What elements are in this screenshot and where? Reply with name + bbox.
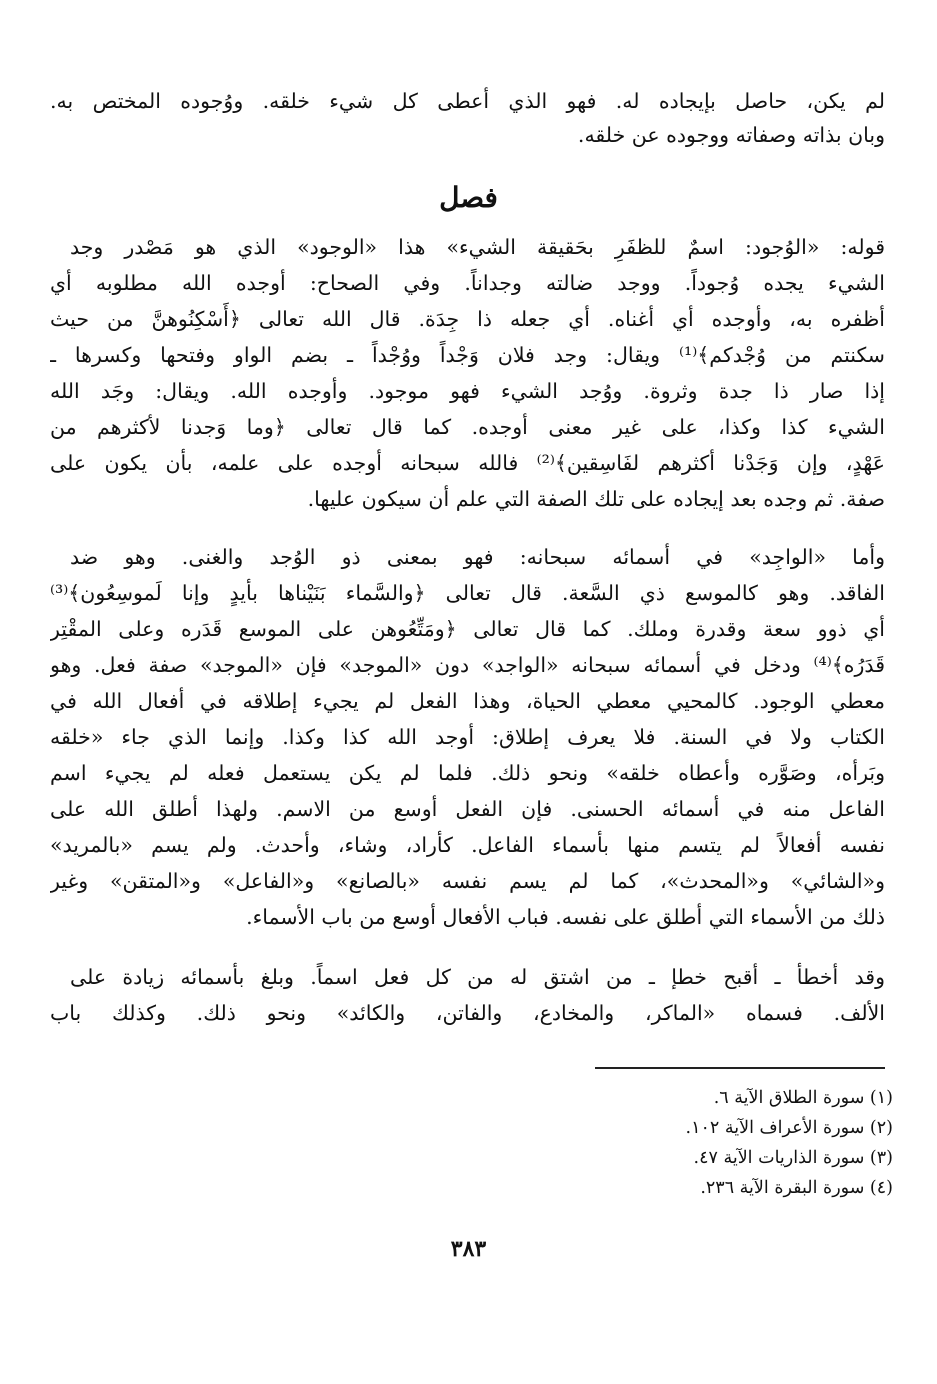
paragraph-line: معطي الوجود. كالمحيي معطي الحياة، وهذا الفعل لم يجيء إطلاقه في أفعال الله في — [50, 689, 885, 713]
footnote: (٤) سورة البقرة الآية ٢٣٦. — [700, 1178, 893, 1198]
paragraph-line: عَهْدٍ، وإن وَجَدْنا أكثرهم لفَاسِقين﴾⁽²⁾ فالله سبحانه أوجده على علمه، بأن يكون على — [50, 451, 885, 475]
footnote-separator — [595, 1067, 885, 1069]
paragraph-line: صفة. ثم وجده بعد إيجاده على تلك الصفة التي علم أن سيكون عليها. — [307, 487, 885, 511]
paragraph-line: أي ذوو سعة وقدرة وملك. كما قال تعالى ﴿ومَتِّعُوهن على الموسع قَدَره وعلى المقْتِر — [50, 617, 885, 641]
intro-line: وبان بذاته وصفاته ووجوده عن خلقه. — [577, 123, 885, 147]
paragraph-line: الكتاب ولا في السنة. فلا يعرف إطلاق: أوجد الله كذا وكذا. وإنما الذي جاء «خلقه — [50, 725, 885, 749]
paragraph-line: قوله: «الوُجود: اسمٌ للظفَرِ بحَقيقة الشيء» هذا «الوجود» الذي هو مَصْدر وجد — [70, 235, 885, 259]
section-title: فصل — [439, 181, 498, 214]
paragraph-line: و«الشائي» و«المحدث»، كما لم يسم نفسه «بالصانع» و«الفاعل» و«المتقن» وغير — [50, 869, 885, 893]
footnote: (٢) سورة الأعراف الآية ١٠٢. — [685, 1118, 893, 1138]
intro-line: لم يكن، حاصل بإيجاده له. فهو الذي أعطى كل شيء خلقه. ووُجوده المختص به. — [50, 89, 885, 113]
paragraph-line: الشيء يجده وُجوداً. ووجد ضالته وجداناً. وفي الصحاح: أوجده الله مطلوبه أي — [50, 271, 885, 295]
paragraph-line: أظفره به، وأوجده أي أغناه. أي جعله ذا جِدَة. قال الله تعالى ﴿أَسْكِنُوهنَّ من حيث — [50, 307, 885, 331]
paragraph-line: نفسه أفعالاً لم يتسم منها بأسماء الفاعل. كأراد، وشاء، وأحدث. ولم يسم «بالمريد» — [50, 833, 885, 857]
paragraph-line: ذلك من الأسماء التي أطلق على نفسه. فباب الأفعال أوسع من باب الأسماء. — [246, 905, 885, 929]
paragraph-line: وأما «الواجِد» في أسمائه سبحانه: فهو بمعنى ذو الوُجد والغنى. وهو ضد — [70, 545, 885, 569]
footnote: (٣) سورة الذاريات الآية ٤٧. — [693, 1148, 893, 1168]
paragraph-line: وقد أخطأ ـ أقبح خطإ ـ من اشتق له من كل فعل اسماً. وبلغ بأسمائه زيادة على — [70, 965, 885, 989]
paragraph-line: إذا صار ذا جدة وثروة. ووُجد الشيء فهو موجود. وأوجده الله. ويقال: وجَد الله — [50, 379, 885, 403]
paragraph-line: وبَرأه، وصَوَّره وأعطاه خلقه» ونحو ذلك. فلما لم يكن يستعمل فعله لم يجيء اسم — [50, 761, 885, 785]
page-number: ٣٨٣ — [450, 1236, 487, 1262]
paragraph-line: الشيء كذا وكذا، على غير معنى أوجده. كما قال تعالى ﴿وما وَجدنا لأكثرهم من — [50, 415, 885, 439]
paragraph-line: الفاعل منه في أسمائه الحسنى. فإن الفعل أوسع من الاسم. ولهذا أطلق الله على — [50, 797, 885, 821]
paragraph-line: الألف. فسماه «الماكر، والمخادع، والفاتن، والكائد» ونحو ذلك. وكذلك باب — [50, 1001, 885, 1025]
paragraph-line: الفاقد. وهو كالموسع ذي السَّعة. قال تعالى ﴿والسَّماء بَنَيْناها بأيدٍ وإنا لَموسِعُون﴾⁽³⁾ — [50, 581, 885, 605]
paragraph-line: سكنتم من وُجْدكم﴾⁽¹⁾ ويقال: وجد فلان وَجْداً ووُجْداً ـ بضم الواو وفتحها وكسرها ـ — [50, 343, 885, 367]
footnote: (١) سورة الطلاق الآية ٦. — [713, 1088, 893, 1108]
paragraph-line: قَدَرُه﴾⁽⁴⁾ ودخل في أسمائه سبحانه «الواجد» دون «الموجد» فإن «الموجد» صفة فعل. وهو — [50, 653, 885, 677]
